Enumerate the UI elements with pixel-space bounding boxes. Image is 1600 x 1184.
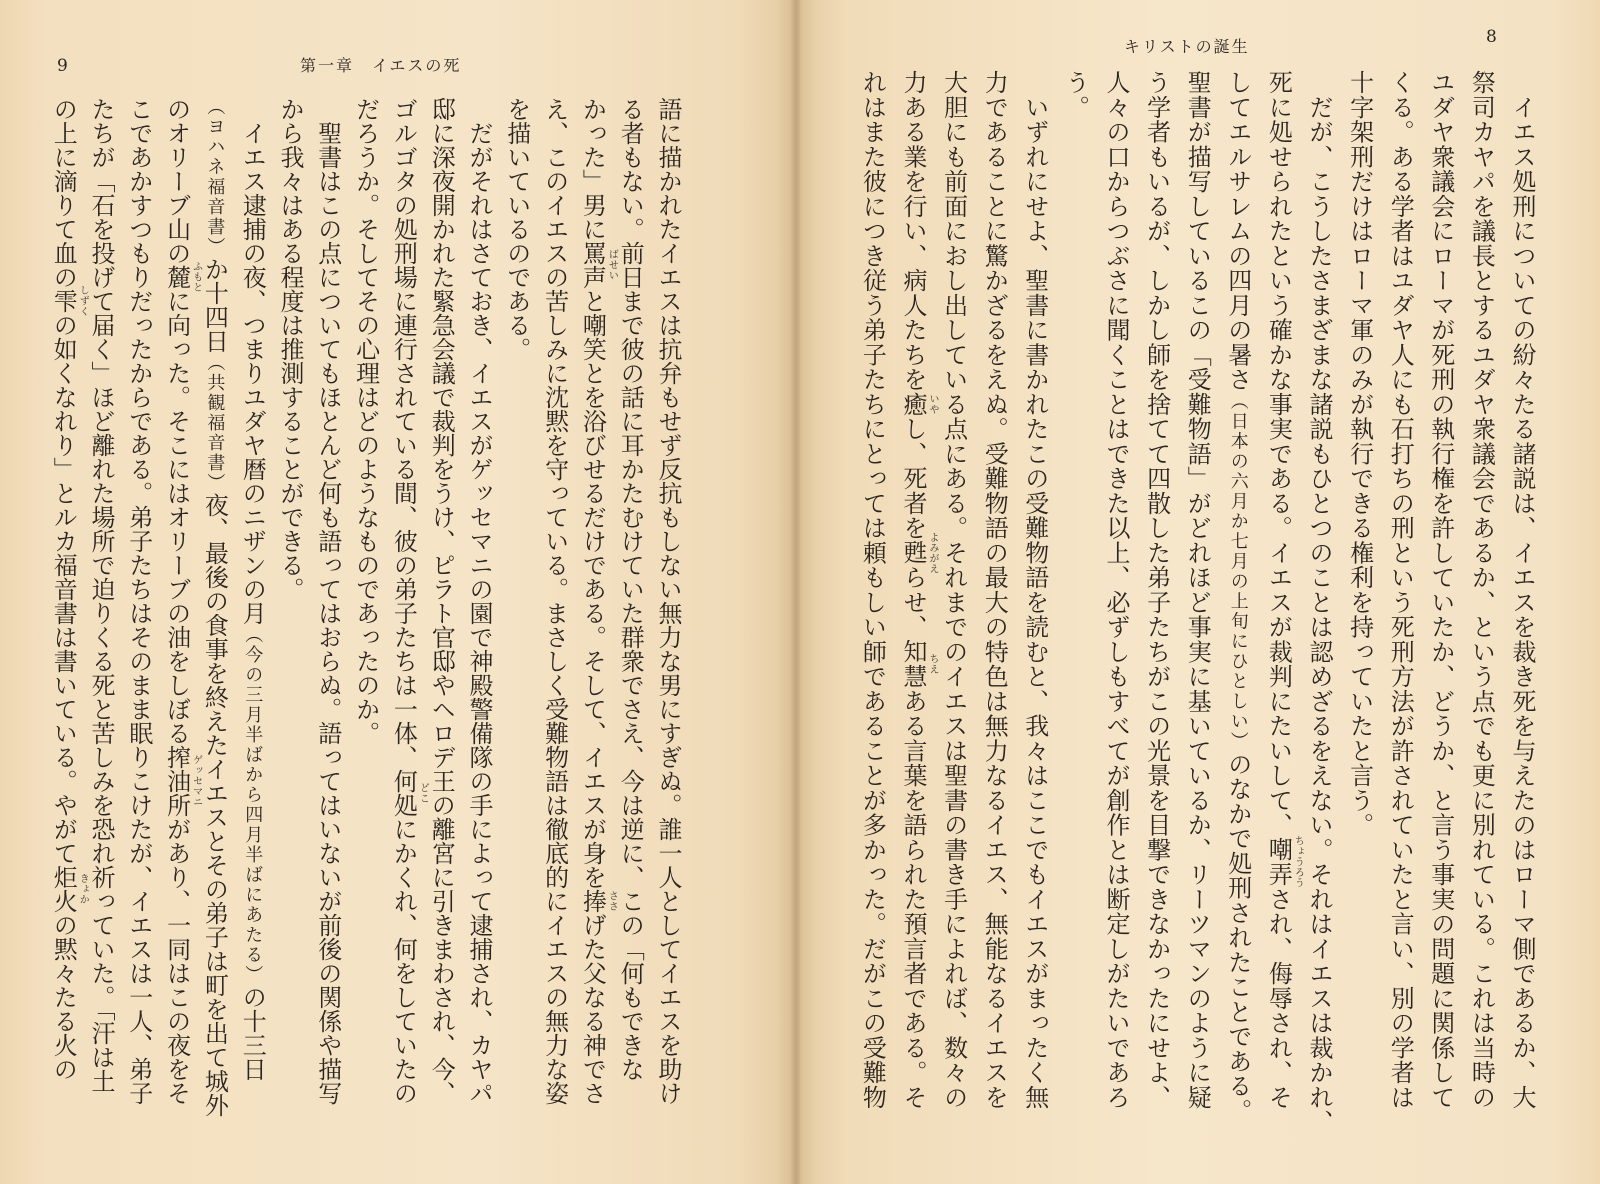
text-run: え、このイエスの苦しみに沈黙を守っている。まさしく受難物語は徹底的にイエスの無力な姿 bbox=[540, 97, 569, 1105]
text-run: たちが「石を投げて届く」ほど離れた場所で迫りくる死と苦しみを恐れ祈っていた。「汗は土 bbox=[87, 97, 115, 1093]
text-run: れはまた彼につき従う弟子たちにとっては頼もしい師であることが多かった。だがこの受難物 bbox=[858, 70, 887, 1110]
text-run: う学者もいるが、しかし師を捨てて四散した弟子たちがこの光景を目撃できなかったにせよ、 bbox=[1142, 70, 1171, 1110]
text-run: だろうか。そしてその心理はどのようなものであったのか。 bbox=[351, 97, 380, 745]
text-column bbox=[502, 97, 532, 361]
ruby-reading: いや bbox=[927, 393, 938, 415]
text-run: され、侮辱され、そ bbox=[1264, 886, 1293, 1110]
text-run: があり、一同はこの夜をそ bbox=[162, 817, 191, 1105]
ruby-reading: ふもと bbox=[190, 261, 202, 293]
text-run: の十三日 bbox=[238, 985, 267, 1081]
text-run: イエス処刑についての紛々たる諸説は、イエスを裁き死を与えたのはローマ側であるか、大 bbox=[1508, 70, 1536, 1110]
text-run: に向った。そこにはオリーブの油をしぼる bbox=[162, 289, 191, 745]
text-column bbox=[1142, 70, 1172, 1110]
text-run: 聖書が描写しているこの「受難物語」がどれほど事実に基いているか、リーツマンのように疑 bbox=[1183, 70, 1212, 1110]
text-run: 死に処せられたという確かな事実である。イエスが裁判にたいして、 bbox=[1264, 70, 1293, 838]
text-column bbox=[275, 97, 305, 601]
ruby-base: 雫 bbox=[49, 289, 78, 313]
text-run: 人々の口からつぶさに聞くことはできた以上、必ずしもすべてが創作とは断定しがたいであろ bbox=[1102, 70, 1130, 1110]
text-run: イエス逮捕の夜、つまりユダヤ暦のニザンの月 bbox=[238, 97, 267, 625]
text-column bbox=[979, 70, 1009, 1110]
text-column bbox=[237, 97, 267, 1081]
ruby-word bbox=[899, 391, 938, 417]
text-column bbox=[124, 97, 154, 1105]
text-run: のなかで処刑されたことである。 bbox=[1223, 751, 1252, 1123]
text-run: のオリーブ山の bbox=[162, 97, 191, 265]
text-column bbox=[653, 97, 683, 1105]
text-run: る者もない。前日まで彼の話に耳かたむけていた群衆でさえ、今は逆に、この「何もできな bbox=[616, 97, 645, 1081]
text-column bbox=[1466, 70, 1496, 1110]
text-column bbox=[1020, 70, 1050, 1110]
text-run: 夜、最後の食事を終えたイエスとその弟子は町を出て城外 bbox=[200, 493, 229, 1117]
text-column bbox=[1345, 70, 1375, 837]
text-run: いずれにせよ、聖書に書かれたこの受難物語を読むと、我々はここでもイエスがまったく無 bbox=[1020, 70, 1049, 1110]
ruby-word bbox=[162, 745, 202, 817]
ruby-word bbox=[49, 285, 89, 317]
text-column bbox=[857, 70, 887, 1110]
text-column bbox=[1263, 70, 1304, 1110]
text-column bbox=[199, 97, 229, 1117]
text-run: くる。ある学者はユダヤ人にも石打ちの刑という死刑方法が許されていたと言い、別の学者は bbox=[1386, 70, 1415, 1110]
text-run: 力ある業を行い、病人たちを bbox=[899, 70, 927, 392]
text-run: し、死者を bbox=[899, 416, 927, 541]
text-run: 祭司カヤパを議長とするユダヤ衆議会であるか、という点でも更に別れている。これは当時の bbox=[1467, 70, 1496, 1110]
ruby-word bbox=[899, 639, 938, 689]
ruby-base: 炬火 bbox=[49, 865, 78, 913]
text-run: してエルサレムの四月の暑さ bbox=[1223, 70, 1252, 392]
running-head: 第一章 イエスの死 bbox=[300, 56, 462, 75]
text-column bbox=[540, 97, 570, 1105]
text-run: こであかすつもりだったからである。弟子たちはそのまま眠りこけたが、イエスは一人、弟子 bbox=[124, 97, 153, 1105]
text-run: 力であることに驚かざるをえぬ。受難物語の最大の特色は無力なるイエス、無能なるイエスを bbox=[980, 70, 1009, 1110]
text-run: う。 bbox=[1061, 70, 1090, 120]
text-run: 聖書はこの点についてもほとんど何も語ってはおらぬ。語ってはいないが前後の関係や描写 bbox=[313, 97, 342, 1105]
text-column bbox=[48, 97, 89, 1081]
text-run: だが、こうしたさまざまな諸説もひとつのことは認めざるをえない。それはイエスは裁かれ、 bbox=[1305, 70, 1333, 1135]
inline-note: （日本の六月か七月の上旬にひとしい） bbox=[1227, 391, 1249, 752]
text-column bbox=[162, 97, 202, 1105]
text-run: だがそれはさておき、イエスがゲッセマニの園で神殿警備隊の手によって逮捕され、カヤパ bbox=[465, 97, 493, 1105]
text-run: 十字架刑だけはローマ軍のみが執行できる権利を持っていたと言う。 bbox=[1345, 70, 1374, 838]
inline-note: （共観福音書） bbox=[204, 353, 226, 493]
text-block bbox=[800, 0, 1600, 1184]
ruby-word bbox=[899, 531, 938, 574]
ruby-word bbox=[389, 769, 429, 817]
text-run: 語に描かれたイエスは抗弁もせず反抗もしない無力な男にすぎぬ。誰一人としてイエスを助け bbox=[654, 97, 682, 1105]
text-column bbox=[1101, 70, 1131, 1110]
ruby-base: 癒 bbox=[899, 391, 927, 417]
right-page bbox=[800, 0, 1600, 1184]
ruby-reading: ささ bbox=[606, 890, 618, 912]
ruby-word bbox=[162, 261, 202, 293]
ruby-reading: しずく bbox=[77, 285, 89, 317]
text-column bbox=[615, 97, 645, 1081]
text-column bbox=[426, 97, 456, 1105]
text-column bbox=[939, 70, 969, 1110]
text-column bbox=[577, 97, 618, 1105]
text-column bbox=[1304, 70, 1334, 1134]
page-number: 9 bbox=[57, 56, 68, 76]
ruby-base: 麓 bbox=[162, 265, 191, 289]
text-run: と嘲笑とを浴びせるだけである。そして、イエスが身を bbox=[578, 289, 607, 889]
ruby-base: 捧 bbox=[578, 889, 607, 913]
text-run: を描いているのである。 bbox=[502, 97, 531, 361]
ruby-base: 搾油所 bbox=[162, 745, 191, 817]
text-column bbox=[351, 97, 381, 745]
text-column bbox=[464, 97, 494, 1105]
text-run: ゴルゴタの処刑場に連行されている間、彼の弟子たちは一体、 bbox=[389, 97, 418, 769]
inline-note: （今の三月半ばから四月半ばにあたる） bbox=[242, 625, 264, 985]
text-column bbox=[898, 70, 938, 1110]
text-column bbox=[86, 97, 116, 1093]
ruby-base: 何処 bbox=[389, 769, 418, 817]
text-run: ある言葉を語られた預言者である。そ bbox=[899, 688, 927, 1110]
ruby-base: 罵声 bbox=[578, 241, 607, 289]
text-run: から我々はある程度は推測することができる。 bbox=[276, 97, 304, 601]
text-column bbox=[1426, 70, 1456, 1110]
text-run: の黙々たる火の bbox=[49, 913, 78, 1081]
text-run: かった」男に bbox=[578, 97, 607, 241]
ruby-reading: ちえ bbox=[927, 653, 938, 675]
ruby-reading: どこ bbox=[417, 782, 429, 804]
text-run: 大胆にも前面におし出している点にある。それまでのイエスは聖書の書き手によれば、数々の bbox=[939, 70, 968, 1110]
text-column bbox=[1223, 70, 1253, 1123]
ruby-reading: ゲッセマニ bbox=[190, 754, 202, 808]
text-run: 邸に深夜開かれた緊急会議で裁判をうけ、ピラト官邸やヘロデ王の離宮に引きまわされ、今、 bbox=[427, 97, 456, 1105]
text-column bbox=[1385, 70, 1415, 1110]
text-column bbox=[1060, 70, 1090, 120]
text-run: の如くなれり」とルカ福音書は書いている。やがて bbox=[49, 313, 78, 865]
text-run: の上に滴りて血の bbox=[49, 97, 78, 289]
text-run: らせ、 bbox=[899, 565, 927, 640]
text-column bbox=[313, 97, 343, 1105]
inline-note: （ヨハネ福音書） bbox=[204, 97, 226, 257]
text-column bbox=[1507, 70, 1537, 1110]
ruby-reading: よみがえ bbox=[927, 531, 938, 574]
text-run: ユダヤ衆議会にローマが死刑の執行権を許していたか、どうか、と言う事実の問題に関係して bbox=[1426, 70, 1455, 1110]
running-head: キリストの誕生 bbox=[1124, 37, 1250, 56]
ruby-reading: ちょうろう bbox=[1292, 835, 1304, 889]
ruby-base: 知慧 bbox=[899, 639, 927, 689]
ruby-reading: ばせい bbox=[606, 249, 618, 281]
text-run: にかくれ、何をしていたの bbox=[389, 817, 418, 1105]
ruby-word bbox=[49, 865, 89, 913]
ruby-base: 嘲弄 bbox=[1264, 837, 1293, 887]
ruby-word bbox=[578, 241, 618, 289]
ruby-reading: きょか bbox=[77, 873, 89, 905]
ruby-word bbox=[1264, 835, 1304, 889]
text-column bbox=[1182, 70, 1212, 1110]
text-column bbox=[388, 97, 429, 1105]
text-run: か十四日 bbox=[200, 257, 229, 353]
text-run: げた父なる神でさ bbox=[578, 913, 607, 1105]
page-number: 8 bbox=[1486, 27, 1497, 47]
ruby-word bbox=[578, 889, 618, 913]
ruby-base: 甦 bbox=[899, 540, 927, 565]
